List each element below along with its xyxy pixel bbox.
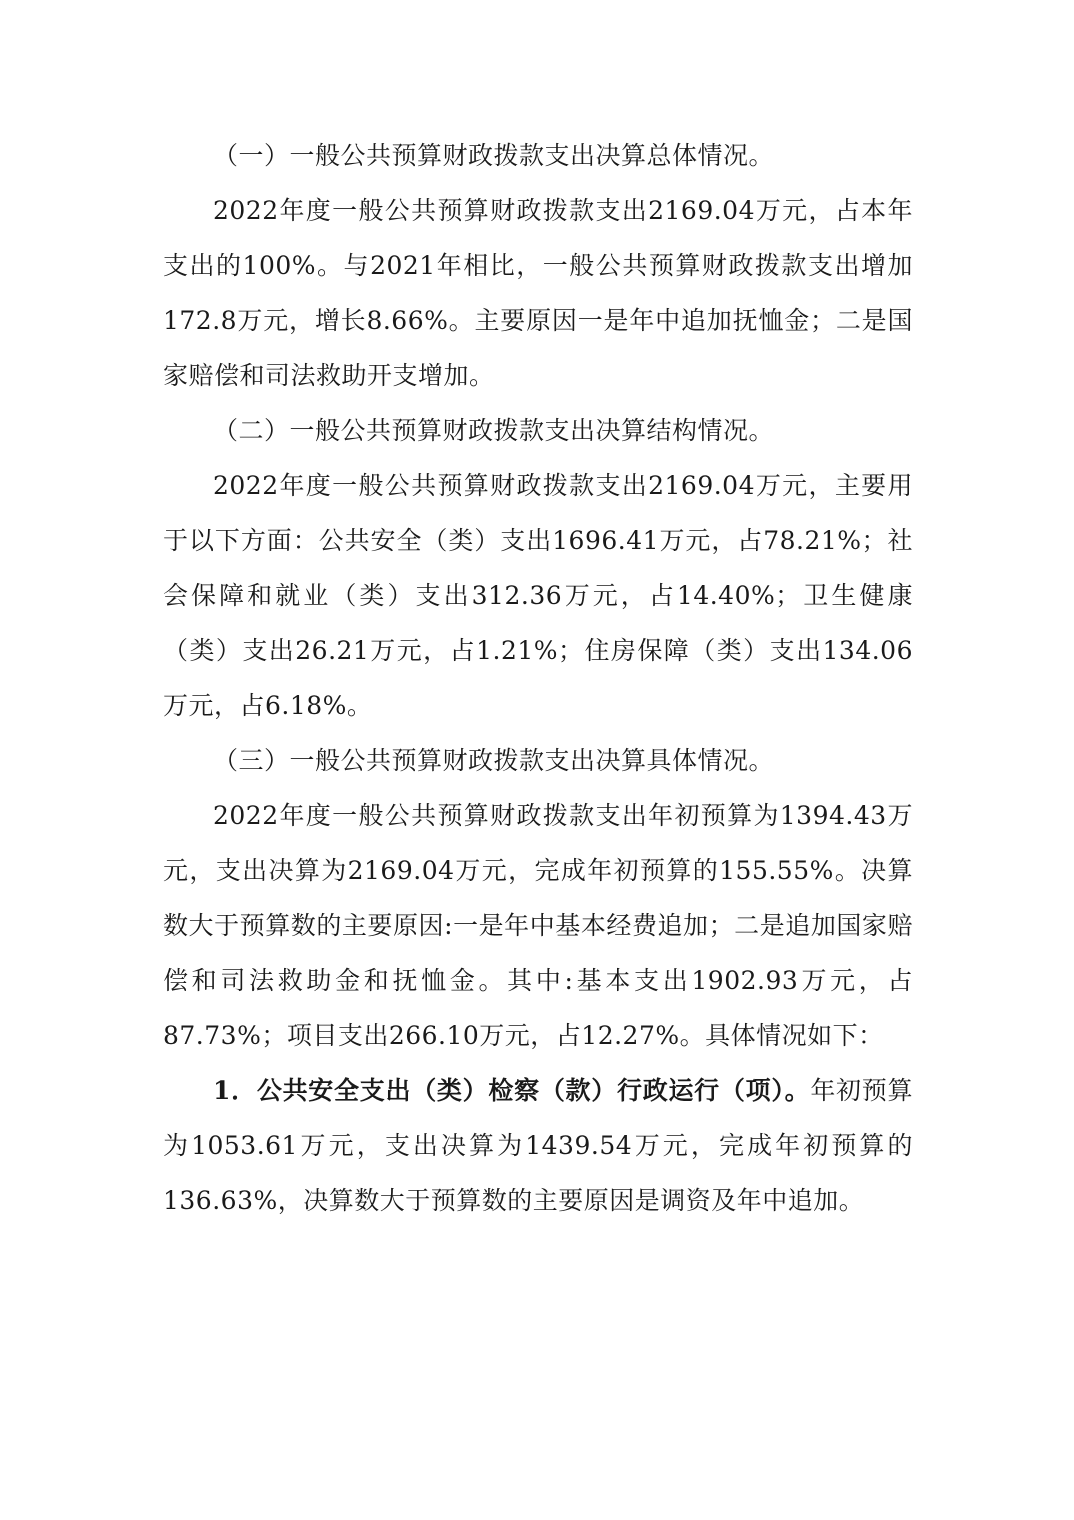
- section-heading-overall: （一）一般公共预算财政拨款支出决算总体情况。: [213, 141, 775, 170]
- paragraph-item-1: [163, 1063, 913, 1228]
- document-body: [163, 128, 913, 1228]
- item-1-title: 1．公共安全支出（类）检察（款）行政运行（项）。: [213, 1076, 811, 1105]
- section-heading-structure: （二）一般公共预算财政拨款支出决算结构情况。: [213, 416, 775, 445]
- paragraph-structure: 2022年度一般公共预算财政拨款支出2169.04万元，主要用于以下方面：公共安全（类）支出1696.41万元，占78.21%；社会保障和就业（类）支出312.36万元，占14.40%；卫生健康（类）支出26.21万元，占1.21%；住房保障（类）支出134.06万元，占6.18%。: [163, 471, 913, 720]
- item-1-body: 年初预算为1053.61万元，支出决算为1439.54万元，完成年初预算的136.63%，决算数大于预算数的主要原因是调资及年中追加。: [163, 1076, 913, 1215]
- section-heading-details: （三）一般公共预算财政拨款支出决算具体情况。: [213, 746, 775, 775]
- paragraph-details: 2022年度一般公共预算财政拨款支出年初预算为1394.43万元，支出决算为2169.04万元，完成年初预算的155.55%。决算数大于预算数的主要原因:一是年中基本经费追加；二是追加国家赔偿和司法救助金和抚恤金。其中:基本支出1902.93万元，占87.73%；项目支出266.10万元，占12.27%。具体情况如下：: [163, 801, 913, 1050]
- paragraph-overall: 2022年度一般公共预算财政拨款支出2169.04万元，占本年支出的100%。与2021年相比，一般公共预算财政拨款支出增加172.8万元，增长8.66%。主要原因一是年中追加抚恤金；二是国家赔偿和司法救助开支增加。: [163, 196, 913, 390]
